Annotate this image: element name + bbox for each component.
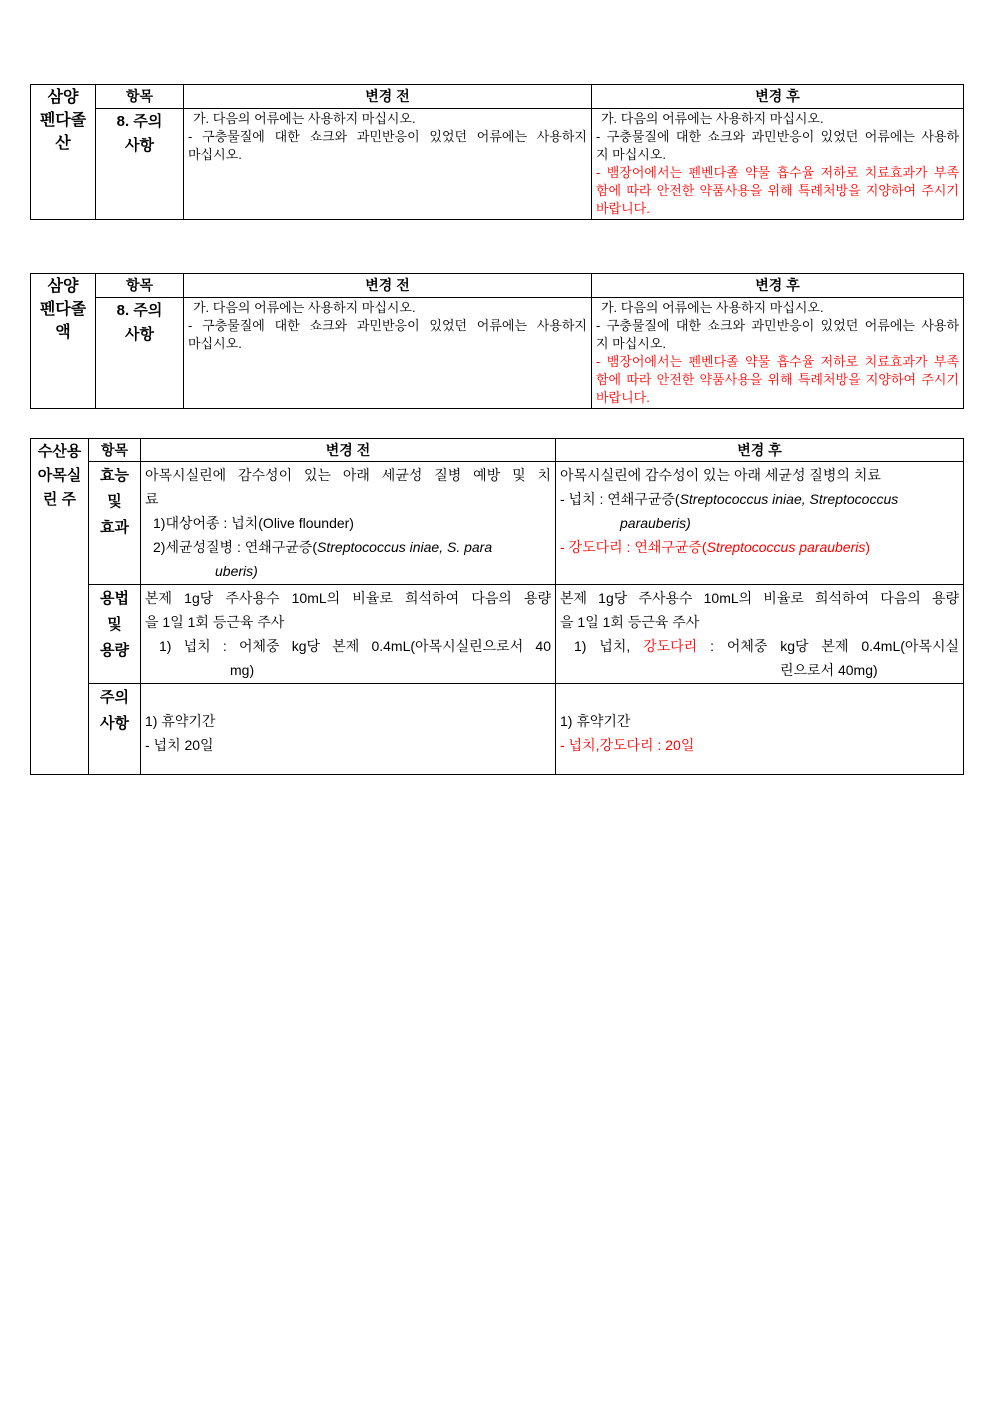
change-table-pendazole-aek [30,273,964,409]
text-run: 2)세균성질병 : 연쇄구균증( [153,539,318,555]
text-line [560,709,959,733]
label-line: 8. 주의 [116,302,163,319]
text-line [560,610,959,634]
change-table-pendazole-san [30,84,964,220]
text-line [596,164,959,182]
product-label [31,274,96,409]
text-line [560,733,959,757]
text-run: 마십시오. [188,336,242,351]
text-run: - 강도다리 : 연쇄구균증( [560,539,707,555]
label-line: 효과 [100,519,129,536]
text-run: - 넙치 20일 [145,737,214,753]
text-run: 바랍니다. [596,201,650,216]
label-line: 린 주 [42,491,77,508]
col-header-after: 변경 후 [556,439,964,462]
text-line [560,463,959,487]
text-run: 가. 다음의 어류에는 사용하지 마십시오. [193,111,416,126]
text-run: : 어체중 kg당 본제 0.4mL(아목시실 [697,638,959,654]
text-run: ) [865,539,871,555]
col-header-item: 항목 [96,274,184,298]
text-line [145,535,551,559]
cell-after-change [556,684,964,775]
text-line [145,658,551,682]
text-run: 가. 다음의 어류에는 사용하지 마십시오. [193,300,416,315]
cell-before-change [141,462,556,585]
label-line: 사항 [125,326,154,343]
label-line: 및 [107,493,122,510]
text-run: 마십시오. [188,147,242,162]
text-line [188,110,587,128]
text-line [145,733,551,757]
text-line [560,511,959,535]
latin-species-text: uberis) [215,563,258,579]
text-line [145,463,551,487]
text-run: - 뱀장어에서는 펜벤다졸 약물 흡수율 저하로 치료효과가 부족 [596,165,959,180]
text-line [188,146,587,164]
label-line: 펜다졸 [39,301,87,318]
label-line: 주의 [100,689,129,706]
text-line [596,317,959,335]
text-line [596,110,959,128]
text-line [560,658,959,682]
col-header-item: 항목 [89,439,141,462]
text-run: mg) [230,662,255,678]
text-run: 린으로서 40mg) [780,662,878,678]
text-run: 1) 넙치 : 어체중 kg당 본제 0.4mL(아목시실린으로서 40 [159,638,551,654]
label-line: 산 [55,135,71,152]
change-table-amoxicillin-inj [30,438,964,775]
text-run: 바랍니다. [596,390,650,405]
text-run: - 구충물질에 대한 쇼크와 과민반응이 있었던 어류에는 사용하지 [188,129,587,144]
latin-species-text: parauberis) [620,515,691,531]
text-run: 강도다리 [643,638,698,654]
row-header [89,684,141,775]
text-run: 본제 1g당 주사용수 10mL의 비율로 희석하여 다음의 용량 [145,590,551,606]
text-run: 을 1일 1회 등근육 주사 [145,614,285,630]
latin-species-text: Streptococcus parauberis [706,539,866,555]
text-run: 함에 따라 안전한 약품사용을 위해 특례처방을 지양하여 주시기 [596,183,959,198]
text-line [596,146,959,164]
text-line [188,335,587,353]
text-run: 지 마십시오. [596,336,667,351]
text-line [145,487,551,511]
col-header-before: 변경 전 [184,274,592,298]
text-run: 1) 휴약기간 [145,713,216,729]
text-line [560,685,959,709]
text-line [188,317,587,335]
text-line [596,299,959,317]
text-run: 1) 휴약기간 [560,713,631,729]
text-run: 지 마십시오. [596,147,667,162]
cell-after-change [592,109,964,220]
label-line: 효능 [100,467,129,484]
text-run: - 뱀장어에서는 펜벤다졸 약물 흡수율 저하로 치료효과가 부족 [596,354,959,369]
text-line [560,586,959,610]
label-line: 용량 [100,642,129,659]
text-run: 1)대상어종 : 넙치(Olive flounder) [153,515,354,531]
text-line [145,511,551,535]
label-line: 펜다졸 [39,112,87,129]
row-header [89,462,141,585]
cell-before-change [184,298,592,409]
text-line [596,200,959,218]
cell-after-change [592,298,964,409]
text-line [560,634,959,658]
text-run: - 구충물질에 대한 쇼크와 과민반응이 있었던 어류에는 사용하지 [188,318,587,333]
cell-after-change [556,462,964,585]
label-line: 액 [55,324,71,341]
label-line: 8. 주의 [116,113,163,130]
col-header-after: 변경 후 [592,274,964,298]
text-line [145,586,551,610]
label-line: 용법 [100,590,129,607]
text-line [145,610,551,634]
text-run: 함에 따라 안전한 약품사용을 위해 특례처방을 지양하여 주시기 [596,372,959,387]
row-header [96,298,184,409]
text-line [596,182,959,200]
text-run: 아목시실린에 감수성이 있는 아래 세균성 질병 예방 및 치 [145,467,551,483]
text-run: 가. 다음의 어류에는 사용하지 마십시오. [601,300,824,315]
cell-before-change [184,109,592,220]
text-run: 1) 넙치, [574,638,644,654]
text-line [596,371,959,389]
label-line: 사항 [125,137,154,154]
product-label [31,85,96,220]
text-line [145,685,551,709]
text-line [560,487,959,511]
label-line: 및 [107,616,122,633]
label-line: 아목실 [37,467,82,484]
cell-after-change [556,585,964,684]
text-run: - 구충물질에 대한 쇼크와 과민반응이 있었던 어류에는 사용하 [596,318,959,333]
row-header [89,585,141,684]
text-run: - 넙치,강도다리 : 20일 [560,737,695,753]
text-line [596,353,959,371]
text-line [188,299,587,317]
text-line [596,335,959,353]
product-label [31,439,89,775]
label-line: 사항 [100,715,129,732]
text-line [560,535,959,559]
latin-species-text: Streptococcus iniae, S. para [317,539,493,555]
cell-before-change [141,684,556,775]
text-line [596,389,959,407]
text-run: - 넙치 : 연쇄구균증( [560,491,680,507]
text-run: 본제 1g당 주사용수 10mL의 비율로 희석하여 다음의 용량 [560,590,959,606]
text-run: 아목시실린에 감수성이 있는 아래 세균성 질병의 치료 [560,467,881,483]
text-line [145,709,551,733]
label-line: 수산용 [37,443,82,460]
col-header-before: 변경 전 [141,439,556,462]
text-line [145,634,551,658]
col-header-after: 변경 후 [592,85,964,109]
row-header [96,109,184,220]
text-line [188,128,587,146]
text-run: 을 1일 1회 등근육 주사 [560,614,700,630]
text-run: 료 [145,491,159,507]
text-line [596,128,959,146]
text-line [145,559,551,583]
col-header-item: 항목 [96,85,184,109]
text-run: - 구충물질에 대한 쇼크와 과민반응이 있었던 어류에는 사용하 [596,129,959,144]
latin-species-text: Streptococcus iniae, Streptococcus [679,491,899,507]
col-header-before: 변경 전 [184,85,592,109]
cell-before-change [141,585,556,684]
label-line: 삼양 [47,278,79,295]
text-run: 가. 다음의 어류에는 사용하지 마십시오. [601,111,824,126]
label-line: 삼양 [47,89,79,106]
